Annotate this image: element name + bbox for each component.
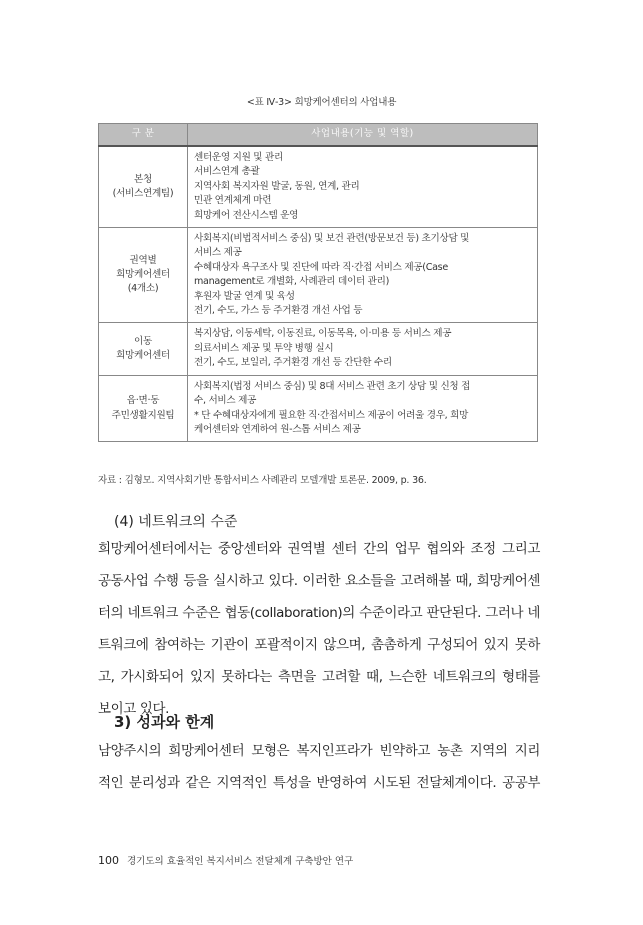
row-category [99,228,188,323]
table-row [99,323,538,375]
body-paragraph-outcomes [98,735,540,799]
category-line: 이동 [134,335,152,347]
header-content: 사업내용(기능 및 역할) [188,124,538,147]
row-category [99,323,188,375]
paragraph-line: 적인 분리성과 같은 지역적인 특성을 반영하여 시도된 전달체계이다. 공공부 [98,775,540,791]
page-number: 100 [98,854,119,867]
paragraph-line: 고, 가시화되어 있지 못하다는 측면을 고려할 때, 느슨한 네트워크의 형태를 [98,669,540,685]
content-line: 의료서비스 제공 및 투약 병행 실시 [194,342,334,354]
row-content [188,228,538,323]
row-category [99,375,188,442]
content-line: management로 개별화, 사례관리 데이터 관리) [194,276,390,288]
running-title: 경기도의 효율적인 복지서비스 전달체계 구축방안 연구 [127,856,354,867]
content-line: 후원자 발굴 연계 및 육성 [194,290,295,302]
table-row [99,375,538,442]
content-line: 케어센터와 연계하여 원-스톱 서비스 제공 [194,423,361,435]
content-line: 수혜대상자 욕구조사 및 진단에 따라 직‧간접 서비스 제공(Case [194,261,448,273]
row-category [99,146,188,228]
table-header-row [99,124,538,147]
category-line: 희망케어센터 [116,269,170,281]
row-content [188,323,538,375]
content-line: 지역사회 복지자원 발굴, 동원, 연계, 관리 [194,180,360,192]
content-line: 센터운영 지원 및 관리 [194,152,283,163]
content-line: 전기, 수도, 가스 등 주거환경 개선 사업 등 [194,305,363,317]
category-line: (서비스연계팀) [112,188,174,200]
category-line: 주민생활지원팀 [111,409,175,421]
table-row [99,228,538,323]
category-line: 권역별 [129,254,157,266]
category-line: 읍‧면‧동 [126,395,160,407]
table-source-note: 자료 : 김형모. 지역사회기반 통합서비스 사례관리 모델개발 토론문. 2009, p. 36. [98,475,427,486]
paragraph-line: 희망케어센터에서는 중앙센터와 권역별 센터 간의 업무 협의와 조정 그리고 [98,541,540,557]
subsection-heading: (4) 네트워크의 수준 [114,514,238,530]
content-line: 서비스 제공 [194,247,242,259]
category-line: 희망케어센터 [116,350,170,362]
content-line: 사회복지(법정 서비스 중심) 및 8대 서비스 관련 초기 상담 및 신청 접 [194,380,471,392]
content-line: 민관 연계체계 마련 [194,195,272,207]
paragraph-line: 터의 네트워크 수준은 협동(collaboration)의 수준이라고 판단된다. 그러나 네 [98,605,540,621]
section-heading: 3) 성과와 한계 [114,713,215,731]
content-line: 전기, 수도, 보일러, 주거환경 개선 등 간단한 수리 [194,357,392,369]
category-line: (4개소) [127,283,159,295]
content-line: 사회복지(비법적서비스 중심) 및 보건 관련(방문보건 등) 초기상담 및 [194,233,470,245]
page-footer [98,853,353,867]
paragraph-line: 남양주시의 희망케어센터 모형은 복지인프라가 빈약하고 농촌 지역의 지리 [98,743,540,759]
paragraph-line: 보이고 있다. [98,701,169,717]
content-line: 복지상담, 이동세탁, 이동진료, 이동목욕, 이‧미용 등 서비스 제공 [194,328,452,340]
content-line: * 단 수혜대상자에게 필요한 직‧간접서비스 제공이 어려울 경우, 희망 [194,409,469,421]
content-line: 수, 서비스 제공 [194,395,257,407]
row-content [188,375,538,442]
content-line: 서비스연계 총괄 [194,166,260,178]
content-line: 희망케어 전산시스템 운영 [194,209,299,221]
paragraph-line: 공동사업 수행 등을 실시하고 있다. 이러한 요소들을 고려해볼 때, 희망케어센 [98,573,540,589]
category-line: 본청 [134,173,152,185]
body-paragraph-network [98,533,540,725]
row-content [188,146,538,228]
paragraph-line: 트워크에 참여하는 기관이 포괄적이지 않으며, 촘촘하게 구성되어 있지 못하 [98,637,540,653]
table-row [99,146,538,228]
business-content-table [98,123,538,442]
header-category: 구 분 [99,124,188,147]
table-caption: <표 Ⅳ-3> 희망케어센터의 사업내용 [246,97,397,108]
